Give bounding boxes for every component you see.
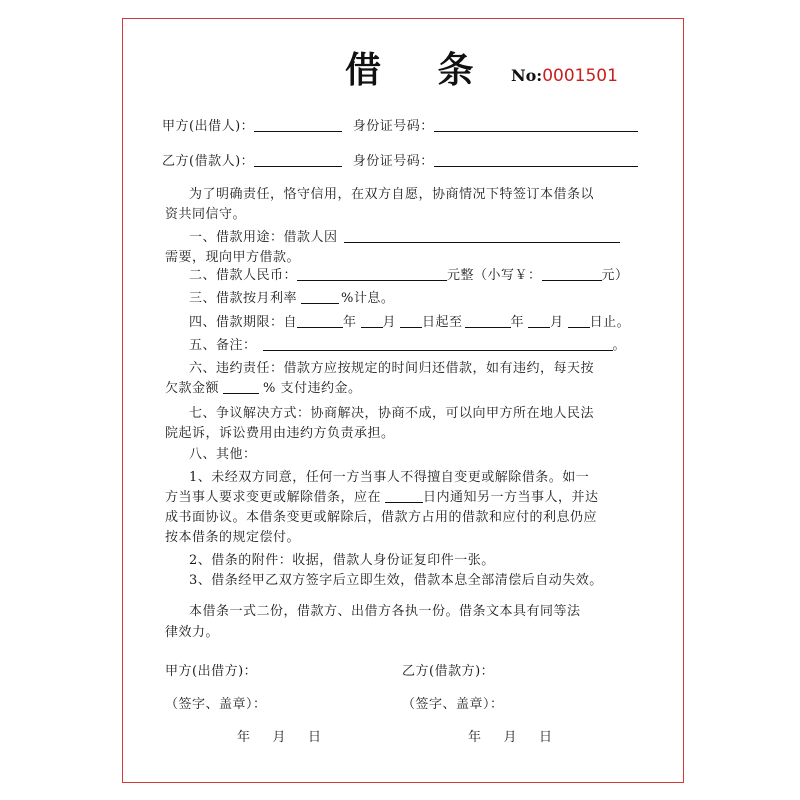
party-a-sign-field[interactable]: （签字、盖章）： xyxy=(165,697,267,712)
party-b-year-label: 年 xyxy=(468,730,482,745)
dispute-line-1: 七、争议解决方式：协商解决，协商不成，可以向甲方所在地人民法 xyxy=(189,406,595,421)
party-a-label: 甲方(出借人)： xyxy=(162,119,255,134)
purpose-field[interactable] xyxy=(344,228,620,243)
amount-end-label: 元） xyxy=(601,268,629,283)
breach-rate-label: % 支付违约金。 xyxy=(263,381,362,396)
rate-field[interactable] xyxy=(301,289,339,304)
amount-number-field[interactable] xyxy=(542,266,602,281)
party-a-month-label: 月 xyxy=(272,730,287,745)
party-a-row xyxy=(162,115,638,134)
term-from-month-label: 月 xyxy=(382,315,397,330)
document-title: 借 条 xyxy=(345,49,496,91)
copies-line-2: 律效力。 xyxy=(165,625,220,640)
purpose-row xyxy=(189,226,620,245)
rate-label: 三、借款按月利率 xyxy=(189,291,298,306)
breach-rate-field[interactable] xyxy=(223,379,259,394)
party-a-name-field[interactable] xyxy=(254,117,342,132)
party-b-month-label: 月 xyxy=(503,730,518,745)
term-row xyxy=(189,311,630,330)
rate-row xyxy=(189,287,394,306)
amount-mid-label: 元整（小写￥： xyxy=(447,268,542,283)
party-b-id-label: 身份证号码： xyxy=(352,154,434,169)
amount-row xyxy=(189,264,629,283)
term-from-day-field[interactable] xyxy=(400,313,422,328)
note-row xyxy=(189,334,626,353)
party-b-signature-label: 乙方(借款方)： xyxy=(402,664,495,679)
other-1-line-1: 1、未经双方同意，任何一方当事人不得擅自变更或解除借条。如一 xyxy=(189,470,590,485)
purpose-line-2: 需要，现向甲方借款。 xyxy=(165,250,301,265)
term-to-day-label: 日止。 xyxy=(589,315,631,330)
party-b-day-label: 日 xyxy=(539,730,553,745)
amount-label: 二、借款人民币： xyxy=(189,268,298,283)
party-a-id-label: 身份证号码： xyxy=(352,119,434,134)
party-a-date[interactable] xyxy=(237,726,322,745)
intro-line-2: 资共同信守。 xyxy=(165,207,247,222)
note-field[interactable] xyxy=(263,336,613,351)
notice-days-end: 日内通知另一方当事人，并达 xyxy=(423,490,599,505)
number-value: 0001501 xyxy=(542,66,618,86)
term-to-year-field[interactable] xyxy=(465,313,511,328)
party-b-sign-field[interactable]: （签字、盖章）： xyxy=(402,697,504,712)
number-label: No: xyxy=(511,66,543,85)
amount-words-field[interactable] xyxy=(297,266,447,281)
note-end-mark: 。 xyxy=(612,338,627,353)
term-from-year-field[interactable] xyxy=(297,313,343,328)
party-b-date[interactable] xyxy=(468,726,553,745)
document-number xyxy=(511,66,618,86)
party-b-row xyxy=(162,150,638,169)
party-a-signature-label: 甲方(出借方)： xyxy=(165,664,258,679)
notice-days-field[interactable] xyxy=(385,488,423,503)
party-a-day-label: 日 xyxy=(308,730,322,745)
note-label: 五、备注： xyxy=(189,338,257,353)
term-to-month-field[interactable] xyxy=(528,313,550,328)
dispute-line-2: 院起诉，诉讼费用由违约方负责承担。 xyxy=(165,426,395,441)
other-1-line-3: 成书面协议。本借条变更或解除后，借款方占用的借款和应付的利息仍应 xyxy=(165,510,598,525)
intro-line-1: 为了明确责任，恪守信用，在双方自愿，协商情况下特签订本借条以 xyxy=(189,187,595,202)
breach-amount-label: 欠款金额 xyxy=(165,381,220,396)
notice-days-label: 方当事人要求变更或解除借条，应在 xyxy=(165,490,382,505)
party-b-label: 乙方(借款人)： xyxy=(162,154,255,169)
term-from-month-field[interactable] xyxy=(361,313,383,328)
term-label: 四、借款期限：自 xyxy=(189,315,298,330)
copies-line-1: 本借条一式二份，借款方、出借方各执一份。借条文本具有同等法 xyxy=(189,604,581,619)
term-from-day-label: 日起至 xyxy=(422,315,463,330)
party-a-year-label: 年 xyxy=(237,730,251,745)
other-1-row-2 xyxy=(165,486,599,505)
rate-unit-label: %计息。 xyxy=(341,291,395,306)
other-title: 八、其他： xyxy=(189,447,257,462)
breach-row-2 xyxy=(165,377,362,396)
term-to-month-label: 月 xyxy=(550,315,564,330)
term-to-day-field[interactable] xyxy=(568,313,590,328)
other-2-line: 2、借条的附件：收据，借款人身份证复印件一张。 xyxy=(189,553,495,568)
breach-line-1: 六、违约责任：借款方应按规定的时间归还借款，如有违约，每天按 xyxy=(189,361,595,376)
purpose-label: 一、借款用途：借款人因 xyxy=(189,230,338,245)
other-3-line: 3、借条经甲乙双方签字后立即生效，借款本息全部清偿后自动失效。 xyxy=(189,573,603,588)
party-b-id-field[interactable] xyxy=(434,152,638,167)
term-from-year-label: 年 xyxy=(343,315,357,330)
other-1-line-4: 按本借条的规定偿付。 xyxy=(165,530,301,545)
party-a-id-field[interactable] xyxy=(434,117,638,132)
term-to-year-label: 年 xyxy=(510,315,525,330)
party-b-name-field[interactable] xyxy=(254,152,342,167)
